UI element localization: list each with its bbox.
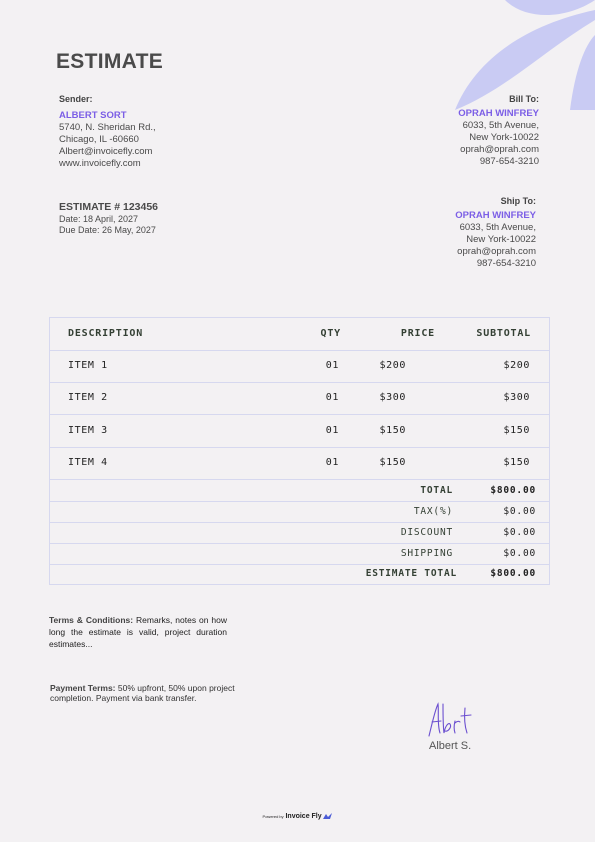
summary-label: TAX(%) (413, 506, 453, 517)
signature-name: Albert S. (429, 740, 472, 752)
summary-row-total (50, 480, 549, 502)
header-subtotal: SUBTOTAL (476, 328, 531, 339)
item-subtotal: $200 (503, 360, 530, 371)
table-header (50, 318, 549, 351)
ship-to-block (455, 195, 536, 270)
payment-text: 50% upfront, 50% upon project completion. Payment via bank transfer. (50, 683, 235, 703)
summary-value: $800.00 (490, 568, 536, 579)
payment-terms (50, 683, 275, 703)
invoicefly-logo-icon (323, 813, 332, 820)
item-price: $150 (379, 425, 406, 436)
header-qty: QTY (320, 328, 341, 339)
terms-conditions (49, 614, 227, 650)
summary-value: $800.00 (490, 485, 536, 496)
sender-block (59, 93, 156, 170)
table-row (50, 415, 549, 448)
sender-website: www.invoicefly.com (59, 158, 141, 169)
sender-address: 5740, N. Sheridan Rd., (59, 122, 156, 133)
bill-to-address: 6033, 5th Avenue, (462, 120, 539, 131)
ship-to-name: OPRAH WINFREY (455, 210, 536, 221)
item-qty: 01 (325, 457, 339, 468)
summary-row-estimate-total (50, 563, 549, 584)
summary-label: ESTIMATE TOTAL (365, 568, 457, 579)
item-subtotal: $150 (503, 425, 530, 436)
bill-to-email: oprah@oprah.com (460, 144, 539, 155)
table-row (50, 447, 549, 480)
sender-label: Sender: (59, 94, 93, 104)
brand-name: Invoice Fly (285, 813, 322, 820)
sender-name: ALBERT SORT (59, 110, 127, 121)
item-description: ITEM 1 (68, 360, 108, 371)
summary-value: $0.00 (503, 548, 536, 559)
powered-by-text: Powered by (262, 814, 284, 819)
summary-row-tax (50, 501, 549, 523)
item-price: $200 (379, 360, 406, 371)
sender-city: Chicago, IL -60660 (59, 134, 139, 145)
items-table (49, 317, 550, 585)
table-row (50, 350, 549, 383)
item-description: ITEM 4 (68, 457, 108, 468)
sender-email: Albert@invoicefly.com (59, 146, 153, 157)
ship-to-phone: 987-654-3210 (476, 258, 536, 269)
header-description: DESCRIPTION (68, 328, 144, 339)
estimate-info (59, 202, 158, 236)
summary-row-discount (50, 522, 549, 544)
estimate-date: Date: 18 April, 2027 (59, 214, 139, 224)
ship-to-city: New York-10022 (466, 234, 536, 245)
item-description: ITEM 2 (68, 392, 108, 403)
bill-to-name: OPRAH WINFREY (458, 108, 539, 119)
item-subtotal: $150 (503, 457, 530, 468)
summary-value: $0.00 (503, 506, 536, 517)
item-qty: 01 (325, 425, 339, 436)
terms-text: Remarks, notes on how long the estimate is valid, project duration estimates... (49, 615, 227, 649)
ship-to-address: 6033, 5th Avenue, (459, 222, 536, 233)
ship-to-label: Ship To: (500, 196, 536, 206)
footer (0, 813, 595, 820)
terms-label: Terms & Conditions: (49, 615, 134, 625)
bill-to-phone: 987-654-3210 (479, 156, 539, 167)
summary-value: $0.00 (503, 527, 536, 538)
ship-to-email: oprah@oprah.com (457, 246, 536, 257)
item-qty: 01 (325, 360, 339, 371)
payment-label: Payment Terms: (50, 683, 116, 693)
item-qty: 01 (325, 392, 339, 403)
bill-to-label: Bill To: (509, 94, 539, 104)
summary-label: TOTAL (420, 485, 453, 496)
document-title: ESTIMATE (56, 50, 164, 73)
item-description: ITEM 3 (68, 425, 108, 436)
item-price: $300 (379, 392, 406, 403)
summary-label: SHIPPING (400, 548, 453, 559)
item-subtotal: $300 (503, 392, 530, 403)
signature-scribble (426, 700, 476, 740)
summary-label: DISCOUNT (400, 527, 453, 538)
estimate-due-date: Due Date: 26 May, 2027 (59, 225, 156, 235)
header-price: PRICE (400, 328, 435, 339)
bill-to-city: New York-10022 (469, 132, 539, 143)
item-price: $150 (379, 457, 406, 468)
table-row (50, 382, 549, 415)
estimate-number: ESTIMATE # 123456 (59, 201, 159, 213)
bill-to-block (458, 93, 539, 168)
summary-row-shipping (50, 543, 549, 565)
